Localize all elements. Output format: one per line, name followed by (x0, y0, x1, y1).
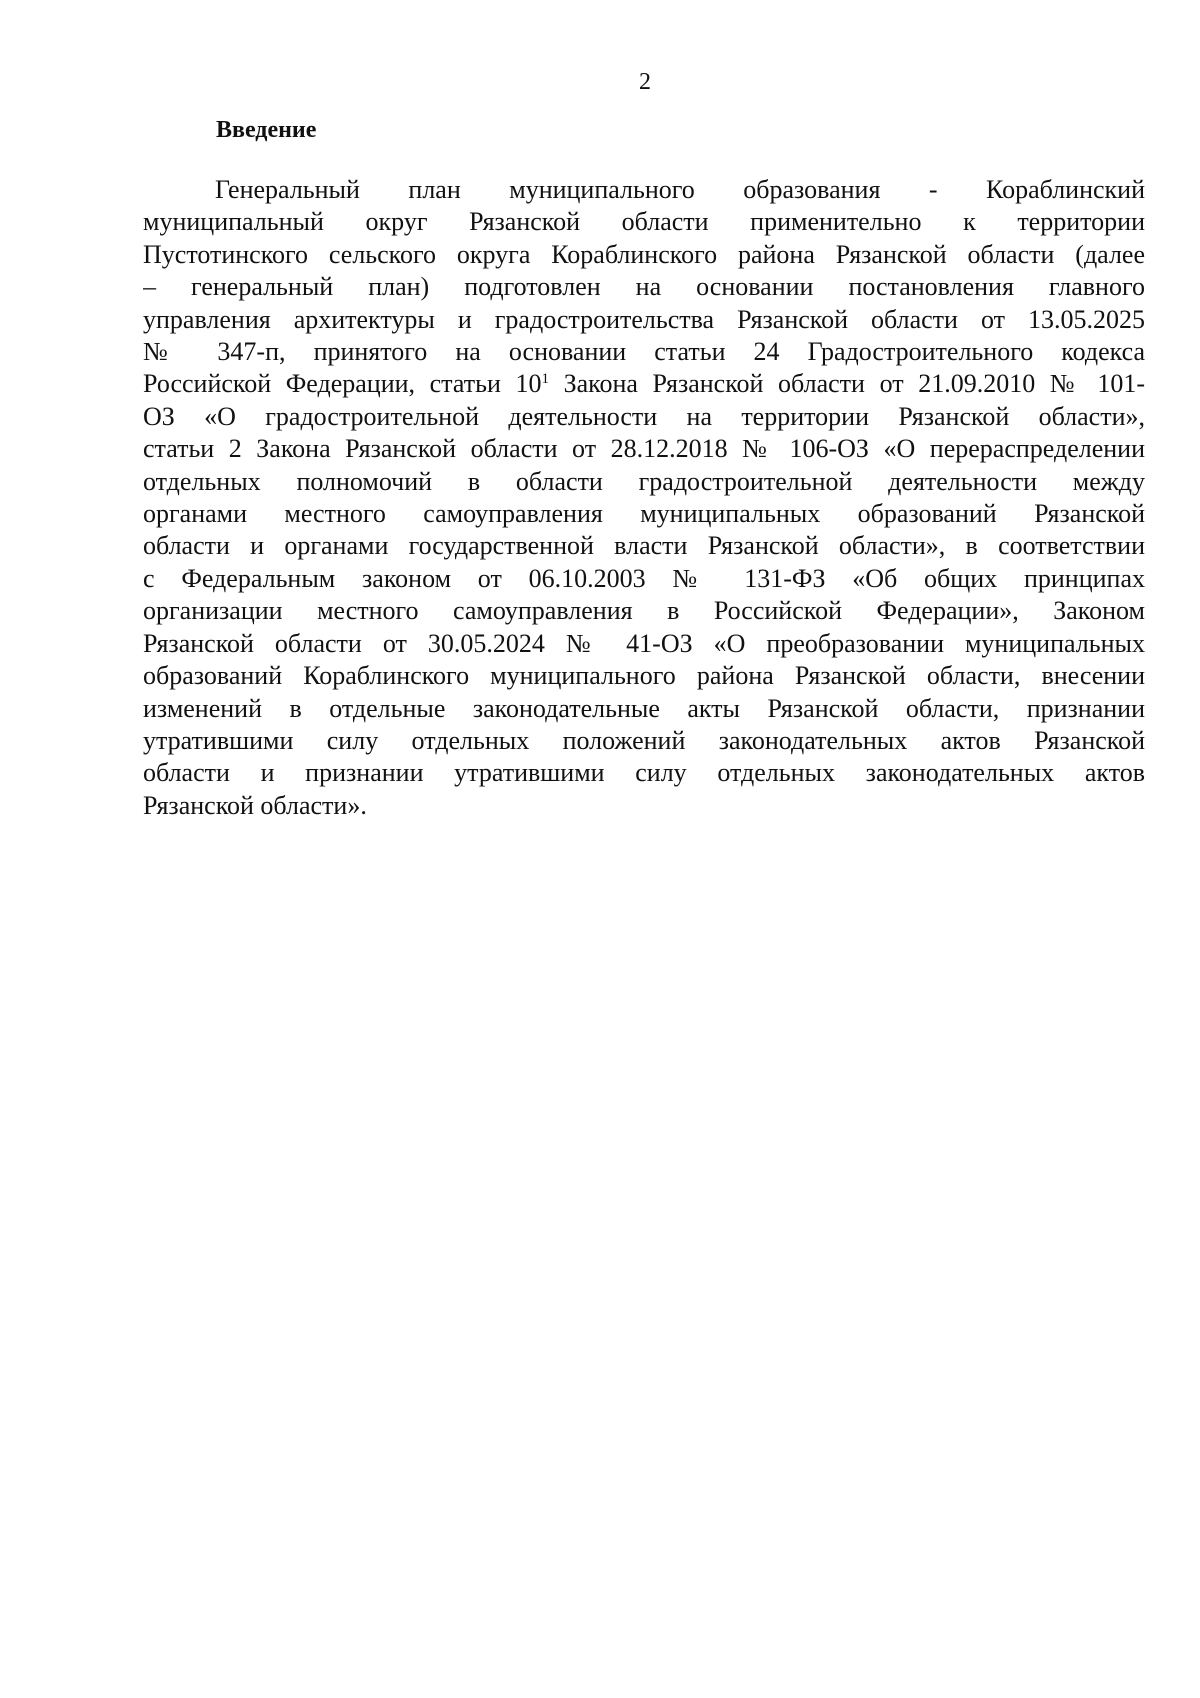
paragraph-line: Рязанской области». (143, 790, 367, 820)
paragraph-line: области и признании утратившими силу отдельных законодательных актов (143, 758, 1145, 788)
paragraph-line: Рязанской области от 30.05.2024 № 41-ОЗ «О преобразовании муниципальных (143, 628, 1145, 658)
paragraph-line: утратившими силу отдельных положений законодательных актов Рязанской (143, 725, 1145, 755)
body-paragraph (143, 174, 1145, 822)
paragraph-line: статьи 2 Закона Рязанской области от 28.12.2018 № 106-ОЗ «О перераспределении (143, 434, 1145, 464)
paragraph-line: области и органами государственной власти Рязанской области», в соответствии (143, 531, 1145, 561)
page-number: 2 (639, 69, 651, 95)
paragraph-line: отдельных полномочий в области градостроительной деятельности между (143, 466, 1145, 496)
paragraph-line: изменений в отдельные законодательные акты Рязанской области, признании (143, 693, 1145, 723)
paragraph-line: управления архитектуры и градостроительства Рязанской области от 13.05.2025 (143, 304, 1145, 334)
paragraph-line: № 347-п, принятого на основании статьи 24 Градостроительного кодекса (143, 337, 1145, 367)
paragraph-line: муниципальный округ Рязанской области применительно к территории (143, 207, 1145, 237)
paragraph-line: с Федеральным законом от 06.10.2003 № 131-ФЗ «Об общих принципах (143, 563, 1145, 593)
line-text-start: Российской Федерации, статьи 10 (143, 369, 542, 399)
paragraph-line: Генеральный план муниципального образования - Кораблинский (215, 175, 1145, 204)
paragraph-line: образований Кораблинского муниципального района Рязанской области, внесении (143, 661, 1145, 691)
superscript-one: 1 (541, 371, 549, 388)
paragraph-line: Пустотинского сельского округа Кораблинского района Рязанской области (далее (143, 239, 1145, 269)
line-text-end: Закона Рязанской области от 21.09.2010 № 101- (548, 369, 1145, 399)
paragraph-line: – генеральный план) подготовлен на основании постановления главного (143, 272, 1145, 302)
section-heading: Введение (216, 117, 317, 143)
paragraph-line: ОЗ «О градостроительной деятельности на территории Рязанской области», (143, 401, 1145, 431)
paragraph-line-with-superscript (143, 368, 1145, 400)
paragraph-line: организации местного самоуправления в Российской Федерации», Законом (143, 596, 1145, 626)
paragraph-line: органами местного самоуправления муниципальных образований Рязанской (143, 499, 1145, 529)
